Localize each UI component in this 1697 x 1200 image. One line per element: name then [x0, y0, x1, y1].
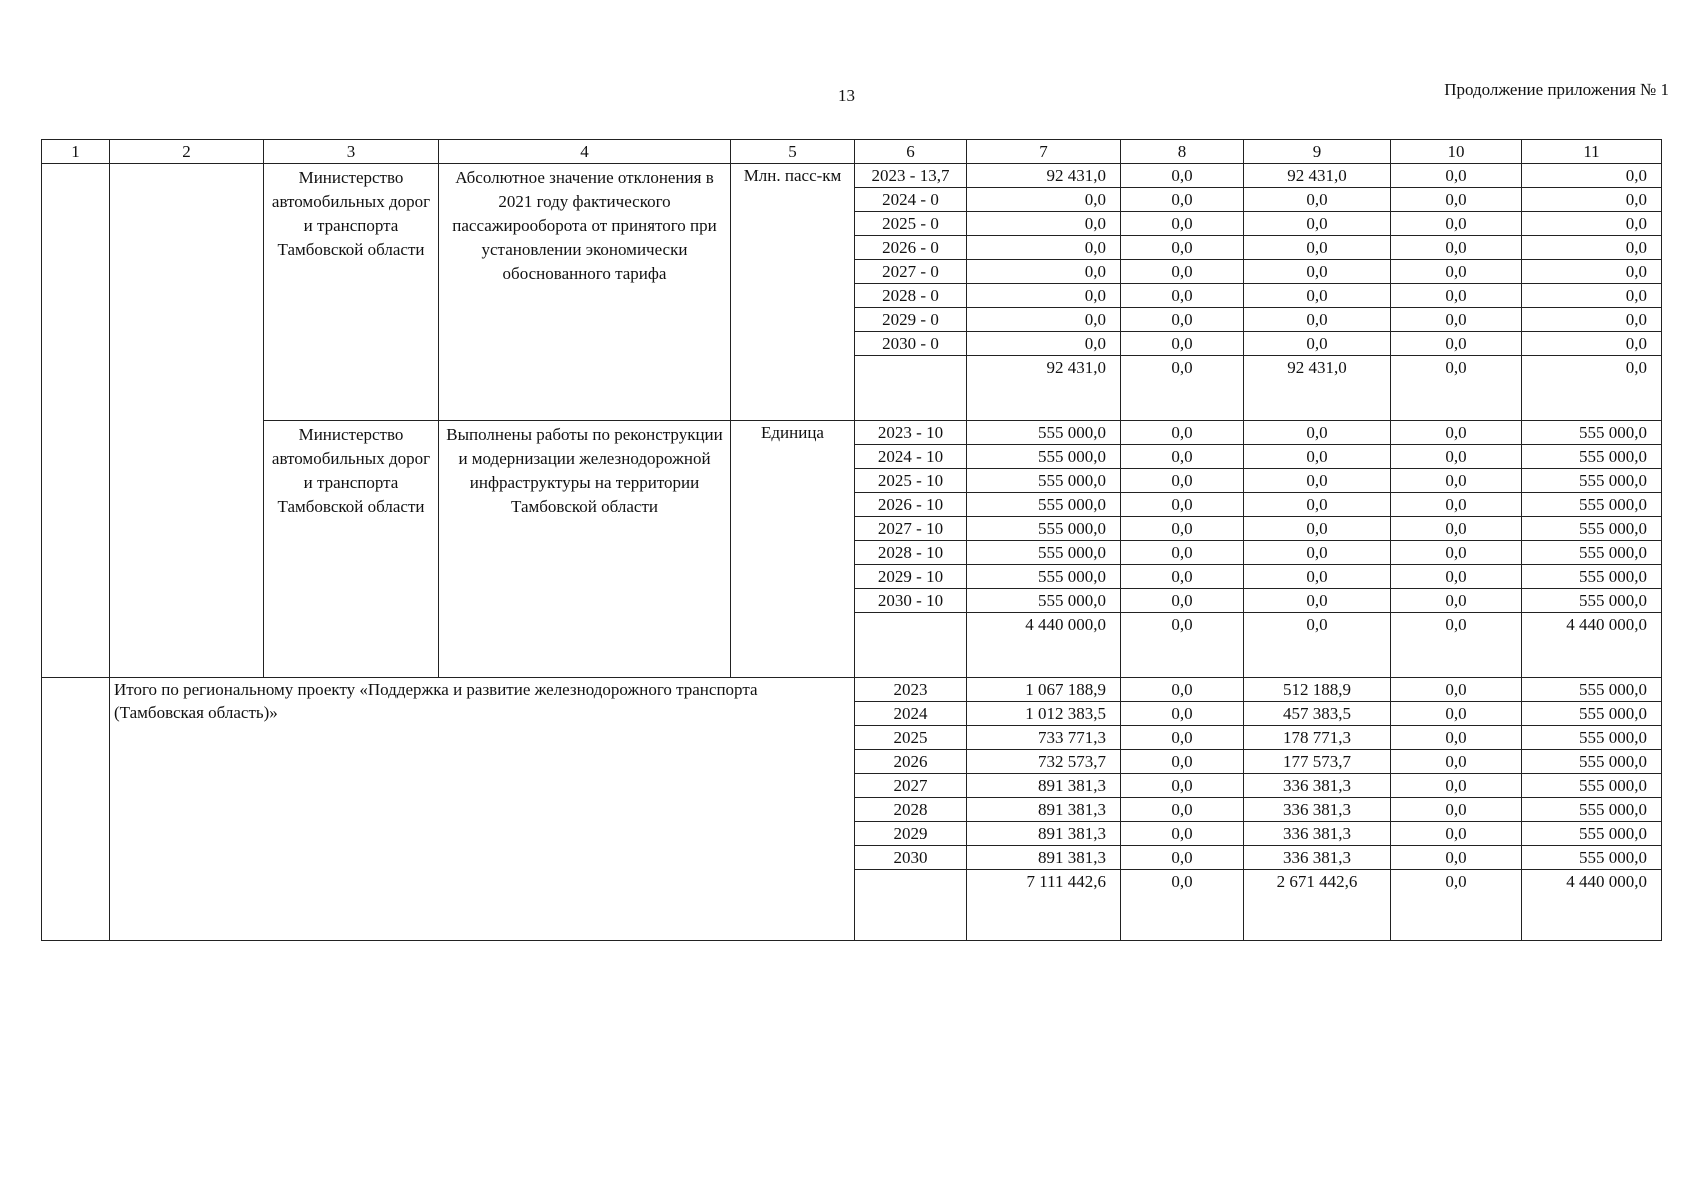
value-cell-9: 178 771,3	[1244, 726, 1391, 750]
value-cell-10: 0,0	[1391, 726, 1522, 750]
value-cell-9: 0,0	[1244, 541, 1391, 565]
value-cell-8: 0,0	[1121, 308, 1244, 332]
value-cell-8: 0,0	[1121, 164, 1244, 188]
value-cell-7: 92 431,0	[967, 356, 1121, 421]
value-cell-11: 555 000,0	[1522, 469, 1662, 493]
value-cell-7: 732 573,7	[967, 750, 1121, 774]
empty-cell-col1	[42, 678, 110, 941]
value-cell-9: 92 431,0	[1244, 164, 1391, 188]
value-cell-8: 0,0	[1121, 774, 1244, 798]
value-cell-7: 555 000,0	[967, 541, 1121, 565]
year-cell: 2026	[855, 750, 967, 774]
table-row	[42, 164, 1662, 188]
value-cell-11: 555 000,0	[1522, 822, 1662, 846]
value-cell-11: 0,0	[1522, 332, 1662, 356]
value-cell-7: 0,0	[967, 260, 1121, 284]
value-cell-11: 0,0	[1522, 260, 1662, 284]
value-cell-10: 0,0	[1391, 493, 1522, 517]
page-number: 13	[838, 86, 855, 105]
column-header: 11	[1522, 140, 1662, 164]
value-cell-10: 0,0	[1391, 798, 1522, 822]
value-cell-9: 336 381,3	[1244, 822, 1391, 846]
value-cell-11: 555 000,0	[1522, 702, 1662, 726]
column-header: 6	[855, 140, 967, 164]
value-cell-7: 555 000,0	[967, 445, 1121, 469]
value-cell-11: 0,0	[1522, 212, 1662, 236]
year-cell: 2026 - 0	[855, 236, 967, 260]
value-cell-7: 1 012 383,5	[967, 702, 1121, 726]
value-cell-10: 0,0	[1391, 517, 1522, 541]
value-cell-9: 0,0	[1244, 308, 1391, 332]
value-cell-11: 4 440 000,0	[1522, 870, 1662, 941]
unit-of-measure: Млн. пасс-км	[731, 164, 855, 421]
summary-label: Итого по региональному проекту «Поддержка и развитие железнодорожного транспорта (Тамбовская область)»	[110, 678, 855, 941]
value-cell-11: 555 000,0	[1522, 565, 1662, 589]
value-cell-11: 555 000,0	[1522, 678, 1662, 702]
year-cell: 2024	[855, 702, 967, 726]
column-header: 2	[110, 140, 264, 164]
value-cell-11: 0,0	[1522, 164, 1662, 188]
value-cell-8: 0,0	[1121, 750, 1244, 774]
value-cell-9: 2 671 442,6	[1244, 870, 1391, 941]
value-cell-10: 0,0	[1391, 236, 1522, 260]
value-cell-7: 555 000,0	[967, 421, 1121, 445]
value-cell-7: 0,0	[967, 236, 1121, 260]
year-cell	[855, 613, 967, 678]
value-cell-10: 0,0	[1391, 421, 1522, 445]
value-cell-7: 733 771,3	[967, 726, 1121, 750]
value-cell-11: 0,0	[1522, 356, 1662, 421]
value-cell-7: 555 000,0	[967, 517, 1121, 541]
value-cell-7: 891 381,3	[967, 846, 1121, 870]
year-cell: 2030	[855, 846, 967, 870]
column-header: 4	[439, 140, 731, 164]
column-header: 10	[1391, 140, 1522, 164]
year-cell: 2023 - 10	[855, 421, 967, 445]
value-cell-8: 0,0	[1121, 332, 1244, 356]
value-cell-9: 0,0	[1244, 421, 1391, 445]
value-cell-9: 0,0	[1244, 517, 1391, 541]
year-cell: 2024 - 0	[855, 188, 967, 212]
value-cell-9: 336 381,3	[1244, 846, 1391, 870]
value-cell-10: 0,0	[1391, 164, 1522, 188]
value-cell-10: 0,0	[1391, 445, 1522, 469]
value-cell-8: 0,0	[1121, 589, 1244, 613]
value-cell-9: 336 381,3	[1244, 798, 1391, 822]
column-header: 9	[1244, 140, 1391, 164]
value-cell-11: 555 000,0	[1522, 750, 1662, 774]
value-cell-8: 0,0	[1121, 798, 1244, 822]
value-cell-9: 0,0	[1244, 613, 1391, 678]
year-cell: 2023	[855, 678, 967, 702]
value-cell-8: 0,0	[1121, 822, 1244, 846]
value-cell-9: 0,0	[1244, 445, 1391, 469]
value-cell-7: 0,0	[967, 332, 1121, 356]
unit-of-measure: Единица	[731, 421, 855, 678]
year-cell: 2027 - 10	[855, 517, 967, 541]
value-cell-11: 555 000,0	[1522, 445, 1662, 469]
value-cell-10: 0,0	[1391, 469, 1522, 493]
value-cell-10: 0,0	[1391, 822, 1522, 846]
value-cell-8: 0,0	[1121, 565, 1244, 589]
value-cell-11: 0,0	[1522, 188, 1662, 212]
value-cell-10: 0,0	[1391, 332, 1522, 356]
year-cell: 2025 - 10	[855, 469, 967, 493]
summary-row	[42, 678, 1662, 702]
value-cell-9: 177 573,7	[1244, 750, 1391, 774]
value-cell-10: 0,0	[1391, 188, 1522, 212]
value-cell-9: 0,0	[1244, 332, 1391, 356]
value-cell-10: 0,0	[1391, 541, 1522, 565]
value-cell-10: 0,0	[1391, 846, 1522, 870]
year-cell: 2030 - 0	[855, 332, 967, 356]
value-cell-11: 555 000,0	[1522, 589, 1662, 613]
column-header: 1	[42, 140, 110, 164]
value-cell-9: 457 383,5	[1244, 702, 1391, 726]
value-cell-8: 0,0	[1121, 678, 1244, 702]
value-cell-11: 555 000,0	[1522, 774, 1662, 798]
value-cell-7: 7 111 442,6	[967, 870, 1121, 941]
value-cell-10: 0,0	[1391, 356, 1522, 421]
value-cell-10: 0,0	[1391, 589, 1522, 613]
year-cell	[855, 356, 967, 421]
value-cell-10: 0,0	[1391, 774, 1522, 798]
value-cell-8: 0,0	[1121, 212, 1244, 236]
year-cell: 2025 - 0	[855, 212, 967, 236]
value-cell-7: 891 381,3	[967, 822, 1121, 846]
column-header: 3	[264, 140, 439, 164]
value-cell-8: 0,0	[1121, 702, 1244, 726]
table-row	[42, 421, 1662, 445]
responsible-org: Министерство автомобильных дорог и транспорта Тамбовской области	[264, 164, 439, 421]
value-cell-11: 555 000,0	[1522, 493, 1662, 517]
value-cell-7: 0,0	[967, 212, 1121, 236]
empty-cell-col2	[110, 164, 264, 678]
value-cell-9: 0,0	[1244, 493, 1391, 517]
value-cell-9: 0,0	[1244, 212, 1391, 236]
column-header: 7	[967, 140, 1121, 164]
year-cell: 2027 - 0	[855, 260, 967, 284]
value-cell-7: 555 000,0	[967, 493, 1121, 517]
value-cell-8: 0,0	[1121, 284, 1244, 308]
value-cell-10: 0,0	[1391, 702, 1522, 726]
value-cell-8: 0,0	[1121, 356, 1244, 421]
year-cell: 2027	[855, 774, 967, 798]
year-cell: 2029 - 0	[855, 308, 967, 332]
value-cell-11: 555 000,0	[1522, 517, 1662, 541]
indicator-name: Выполнены работы по реконструкции и модернизации железнодорожной инфраструктуры на территории Тамбовской области	[439, 421, 731, 678]
value-cell-8: 0,0	[1121, 260, 1244, 284]
value-cell-9: 92 431,0	[1244, 356, 1391, 421]
responsible-org: Министерство автомобильных дорог и транспорта Тамбовской области	[264, 421, 439, 678]
value-cell-9: 0,0	[1244, 469, 1391, 493]
value-cell-10: 0,0	[1391, 870, 1522, 941]
column-header: 8	[1121, 140, 1244, 164]
value-cell-7: 555 000,0	[967, 589, 1121, 613]
column-header: 5	[731, 140, 855, 164]
indicator-name: Абсолютное значение отклонения в 2021 году фактического пассажирооборота от принятого при установлении экономически обоснованного тарифа	[439, 164, 731, 421]
value-cell-7: 0,0	[967, 284, 1121, 308]
value-cell-7: 555 000,0	[967, 565, 1121, 589]
value-cell-8: 0,0	[1121, 613, 1244, 678]
value-cell-10: 0,0	[1391, 613, 1522, 678]
project-table	[41, 139, 1662, 941]
value-cell-8: 0,0	[1121, 236, 1244, 260]
year-cell: 2023 - 13,7	[855, 164, 967, 188]
value-cell-10: 0,0	[1391, 678, 1522, 702]
year-cell: 2025	[855, 726, 967, 750]
value-cell-11: 555 000,0	[1522, 798, 1662, 822]
value-cell-9: 336 381,3	[1244, 774, 1391, 798]
year-cell	[855, 870, 967, 941]
value-cell-9: 0,0	[1244, 188, 1391, 212]
table-body	[42, 164, 1662, 941]
year-cell: 2030 - 10	[855, 589, 967, 613]
value-cell-10: 0,0	[1391, 308, 1522, 332]
value-cell-7: 891 381,3	[967, 774, 1121, 798]
appendix-continuation-note: Продолжение приложения № 1	[1444, 80, 1669, 99]
year-cell: 2028 - 0	[855, 284, 967, 308]
year-cell: 2029	[855, 822, 967, 846]
value-cell-8: 0,0	[1121, 846, 1244, 870]
value-cell-8: 0,0	[1121, 469, 1244, 493]
value-cell-8: 0,0	[1121, 421, 1244, 445]
value-cell-8: 0,0	[1121, 188, 1244, 212]
value-cell-7: 0,0	[967, 188, 1121, 212]
value-cell-9: 0,0	[1244, 236, 1391, 260]
value-cell-7: 4 440 000,0	[967, 613, 1121, 678]
value-cell-8: 0,0	[1121, 870, 1244, 941]
value-cell-10: 0,0	[1391, 750, 1522, 774]
value-cell-8: 0,0	[1121, 445, 1244, 469]
value-cell-11: 555 000,0	[1522, 541, 1662, 565]
value-cell-11: 0,0	[1522, 236, 1662, 260]
value-cell-7: 555 000,0	[967, 469, 1121, 493]
year-cell: 2028	[855, 798, 967, 822]
value-cell-9: 512 188,9	[1244, 678, 1391, 702]
value-cell-10: 0,0	[1391, 565, 1522, 589]
value-cell-11: 555 000,0	[1522, 846, 1662, 870]
value-cell-11: 555 000,0	[1522, 421, 1662, 445]
value-cell-10: 0,0	[1391, 260, 1522, 284]
value-cell-11: 4 440 000,0	[1522, 613, 1662, 678]
value-cell-7: 92 431,0	[967, 164, 1121, 188]
year-cell: 2024 - 10	[855, 445, 967, 469]
column-number-row	[42, 140, 1662, 164]
value-cell-11: 0,0	[1522, 308, 1662, 332]
value-cell-7: 0,0	[967, 308, 1121, 332]
value-cell-8: 0,0	[1121, 726, 1244, 750]
year-cell: 2028 - 10	[855, 541, 967, 565]
value-cell-7: 891 381,3	[967, 798, 1121, 822]
value-cell-11: 0,0	[1522, 284, 1662, 308]
value-cell-9: 0,0	[1244, 284, 1391, 308]
value-cell-7: 1 067 188,9	[967, 678, 1121, 702]
value-cell-9: 0,0	[1244, 260, 1391, 284]
year-cell: 2029 - 10	[855, 565, 967, 589]
value-cell-8: 0,0	[1121, 541, 1244, 565]
value-cell-11: 555 000,0	[1522, 726, 1662, 750]
value-cell-9: 0,0	[1244, 565, 1391, 589]
value-cell-10: 0,0	[1391, 284, 1522, 308]
value-cell-8: 0,0	[1121, 493, 1244, 517]
value-cell-9: 0,0	[1244, 589, 1391, 613]
value-cell-8: 0,0	[1121, 517, 1244, 541]
year-cell: 2026 - 10	[855, 493, 967, 517]
value-cell-10: 0,0	[1391, 212, 1522, 236]
empty-cell-col1	[42, 164, 110, 678]
